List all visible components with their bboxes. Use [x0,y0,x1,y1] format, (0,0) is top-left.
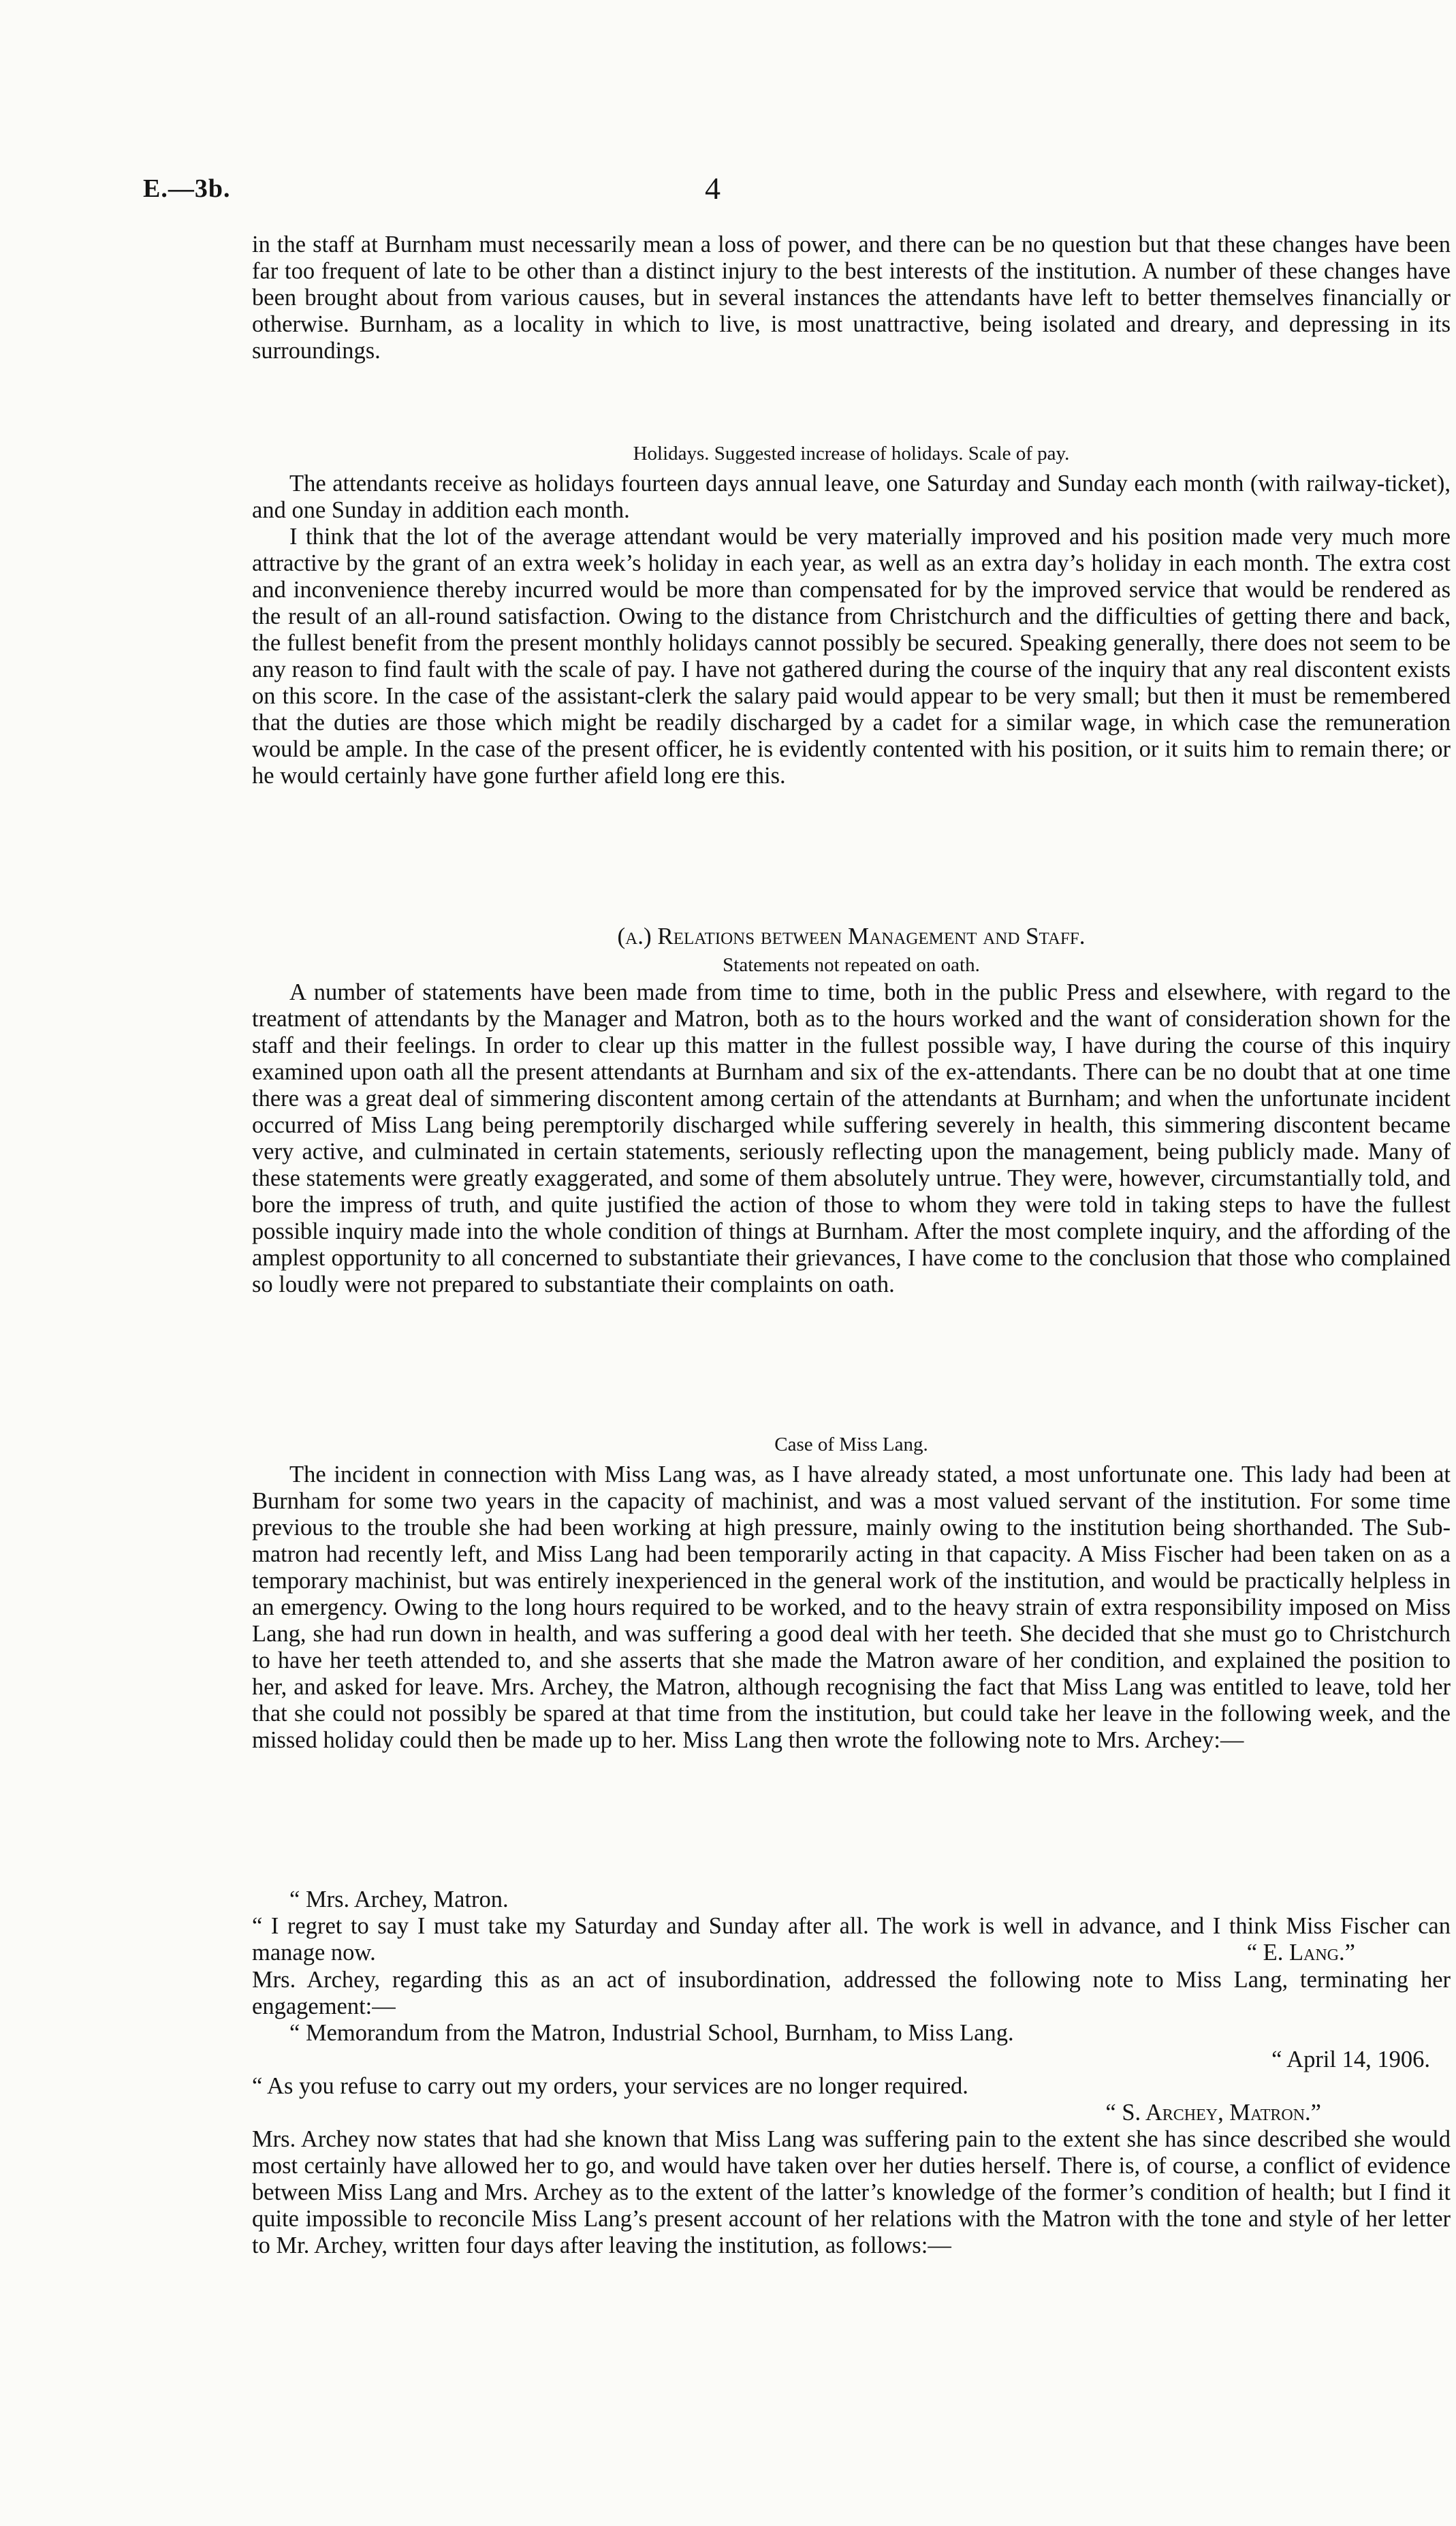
paragraph-holidays: The attendants receive as holidays fourteen days annual leave, one Saturday and Sunday each month (with railway-ticket), and one Sunday in addition each month. [252,471,1451,523]
memo-body: “ As you refuse to carry out my orders, your services are no longer required. [252,2073,968,2099]
paragraph-miss-lang-incident: The incident in connection with Miss Lang was, as I have already stated, a most unfortunate one. This lady had been at Burnham for some two years in the capacity of machinist, and was a most valued servant of the institution. For some time previous to the trouble she had been working at high pressure, mainly owing to the institution being shorthanded. The Sub-matron had recently left, and Miss Lang had been temporarily acting in that capacity. A Miss Fischer had been taken on as a temporary machinist, but was entirely inexperienced in the general work of the institution, and would be practically helpless in an emergency. Owing to the long hours required to be worked, and to the heavy strain of extra responsibility imposed on Miss Lang, she had run down in health, and was suffering a good deal with her teeth. She decided that she must go to Christchurch to have her teeth attended to, and she asserts that she made the Matron aware of her condition, and explained the position to her, and asked for leave. Mrs. Archey, the Matron, although recognising the fact that Miss Lang was entitled to leave, told her that she could not possibly be spared at that time from the institution, but could take her leave in the following week, and the missed holiday could then be made up to her. Miss Lang then wrote the following note to Mrs. Archey:— [252,1462,1451,1753]
paragraph-insubordination: Mrs. Archey, regarding this as an act of insubordination, addressed the following note to Miss Lang, terminating her engagement:— [252,1967,1451,2019]
letter-body: “ I regret to say I must take my Saturday and Sunday after all. The work is well in advance, and I think Miss Fischer can manage now. [252,1913,1451,1965]
subheading-miss-lang: Case of Miss Lang. [774,1434,928,1455]
section-heading-relations: (a.) Relations between Management and Staff. [617,923,1086,949]
page-number: 4 [705,171,721,206]
letter-signature: “ E. Lang.” [1246,1940,1355,1965]
subheading-statements: Statements not repeated on oath. [723,954,980,976]
letter-salutation: “ Mrs. Archey, Matron. [289,1886,509,1912]
subheading-holidays: Holidays. Suggested increase of holidays. Scale of pay. [633,443,1070,464]
report-reference: E.—3b. [143,174,231,203]
paragraph-staff-changes: in the staff at Burnham must necessarily mean a loss of power, and there can be no question but that these changes have been far too frequent of late to be other than a distinct injury to the best interests of the institution. A number of these changes have been brought about from various causes, but in several instances the attendants have left to better themselves financially or otherwise. Burnham, as a locality in which to live, is most unattractive, being isolated and dreary, and depressing in its surroundings. [252,232,1451,364]
memo-signature: “ S. Archey, Matron.” [1105,2100,1321,2126]
paragraph-extra-leave: I think that the lot of the average attendant would be very materially improved and his position made very much more attractive by the grant of an extra week’s holiday in each year, as well as an extra day’s holiday in each month. The extra cost and inconvenience thereby incurred would be more than compensated for by the improved service that would be rendered as the result of an all-round satisfaction. Owing to the distance from Christchurch and the difficulties of getting there and back, the fullest benefit from the present monthly holidays cannot possibly be secured. Speaking generally, there does not seem to be any reason to find fault with the scale of pay. I have not gathered during the course of the inquiry that any real discontent exists on this score. In the case of the assistant-clerk the salary paid would appear to be very small; but then it must be remembered that the duties are those which might be readily discharged by a cadet for a similar wage, in which case the remuneration would be ample. In the case of the present officer, he is evidently contented with his position, or it suits him to remain there; or he would certainly have gone further afield long ere this. [252,524,1451,789]
memo-date: “ April 14, 1906. [1271,2047,1430,2072]
memo-heading: “ Memorandum from the Matron, Industrial School, Burnham, to Miss Lang. [289,2020,1014,2046]
section-holidays [252,443,1451,789]
section-case-miss-lang [252,1434,1451,1754]
section-relations [252,923,1451,1298]
paragraph-statements: A number of statements have been made from time to time, both in the public Press and elsewhere, with regard to the treatment of attendants by the Manager and Matron, both as to the hours worked and the want of consideration shown for the staff and their feelings. In order to clear up this matter in the fullest possible way, I have during the course of this inquiry examined upon oath all the present attendants at Burnham and six of the ex-attendants. There can be no doubt that at one time there was a great deal of simmering discontent among certain of the attendants at Burnham; and when the unfortunate incident occurred of Miss Lang being peremptorily discharged while suffering severely in health, this simmering discontent became very active, and culminated in certain statements, seriously reflecting upon the management, being publicly made. Many of these statements were greatly exaggerated, and some of them absolutely untrue. They were, however, circumstantially told, and bore the impress of truth, and quite justified the action of those to whom they were told in taking steps to have the fullest possible inquiry made into the whole condition of things at Burnham. After the most complete inquiry, and the affording of the amplest opportunity to all concerned to substantiate their grievances, I have come to the conclusion that those who complained so loudly were not prepared to substantiate their complaints on oath. [252,979,1451,1297]
memorandum [252,2020,1451,2126]
letter-from-miss-lang [252,1886,1451,1966]
paragraph-conflict-of-evidence: Mrs. Archey now states that had she known that Miss Lang was suffering pain to the extent she has since described she would most certainly have allowed her to go, and would have taken over her duties herself. There is, of course, a conflict of evidence between Miss Lang and Mrs. Archey as to the extent of the latter’s knowledge of the former’s condition of health; but I find it quite impossible to reconcile Miss Lang’s present account of her relations with the Matron with the tone and style of her letter to Mr. Archey, written four days after leaving the institution, as follows:— [252,2126,1451,2258]
